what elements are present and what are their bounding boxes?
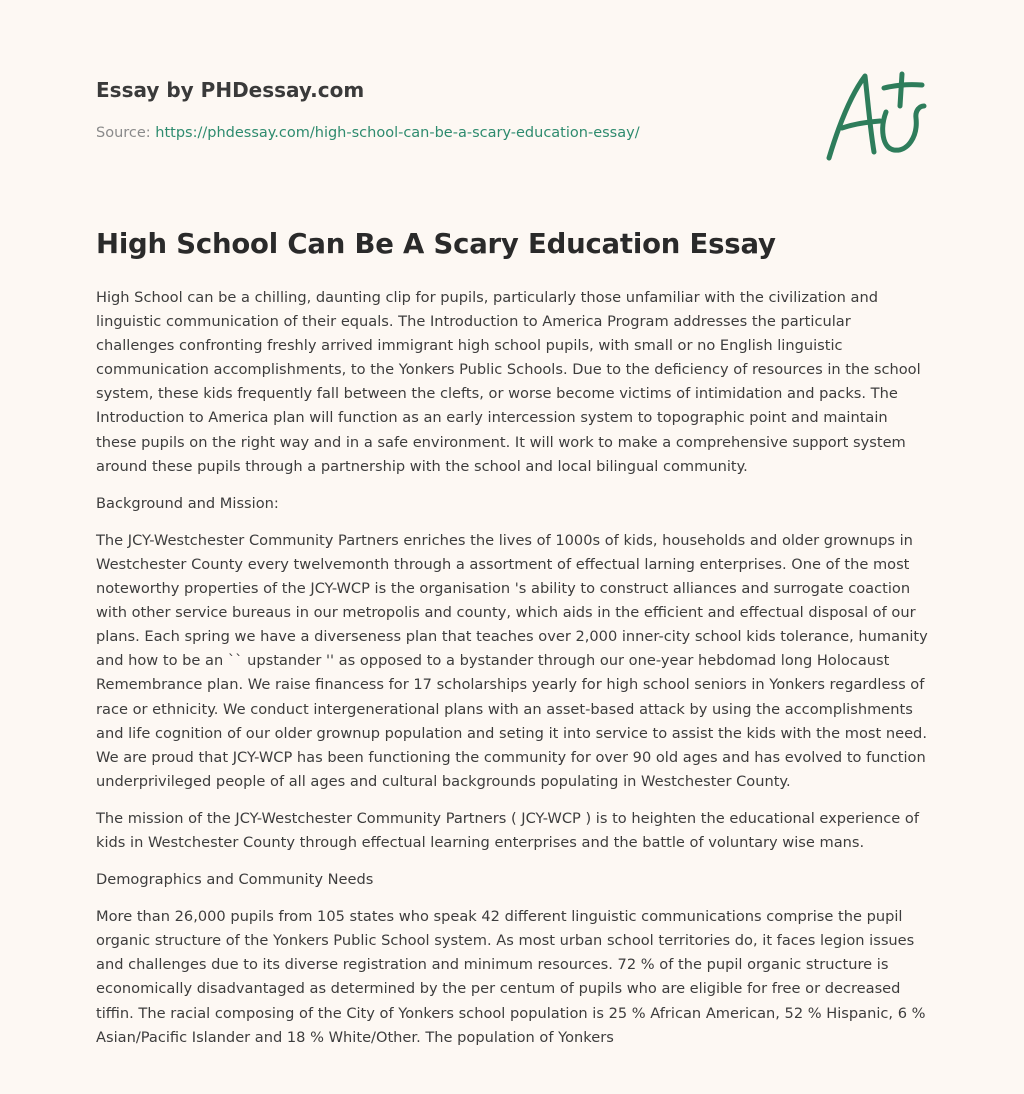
essay-header [96,78,796,142]
section-heading-demographics: Demographics and Community Needs [96,871,374,889]
a-plus-grade-icon [820,66,930,166]
paragraph-demographics: More than 26,000 pupils from 105 states who speak 42 different linguistic communications comprise the pupil organic structure of the Yonkers Public School system. As most urban school territories do, it faces legion issues and challenges due to its diverse registration and minimum resources. 72 % of the pupil organic structure is economically disadvantaged as determined by the per centum of pupils who are eligible for free or decreased tiffin. The racial composing of the City of Yonkers school population is 25 % African American, 52 % Hispanic, 6 % Asian/Pacific Islander and 18 % White/Other. The population of Yonkers [96,908,926,1046]
source-line [96,124,796,142]
source-label: Source: [96,125,156,141]
essay-title: High School Can Be A Scary Education Essay [96,228,776,260]
paragraph-background: The JCY-Westchester Community Partners enriches the lives of 1000s of kids, households and older grownups in Westchester County every twelvemonth through a assortment of effectual larning enterprises. One of the most noteworthy properties of the JCY-WCP is the organisation 's ability to construct alliances and surrogate coaction with other service bureaus in our metropolis and county, which aids in the efficient and effectual disposal of our plans. Each spring we have a diverseness plan that teaches over 2,000 inner-city school kids tolerance, humanity and how to be an `` upstander '' as opposed to a bystander through our one-year hebdomad long Holocaust Remembrance plan. We raise financess for 17 scholarships yearly for high school seniors in Yonkers regardless of race or ethnicity. We conduct intergenerational plans with an asset-based attack by using the accomplishments and life cognition of our older grownup population and seting it into service to assist the kids with the most need. We are proud that JCY-WCP has been functioning the community for over 90 old ages and has evolved to function underprivileged people of all ages and cultural backgrounds populating in Westchester County. [96,531,928,790]
paragraph-mission: The mission of the JCY-Westchester Community Partners ( JCY-WCP ) is to heighten the educational experience of kids in Westchester County through effectual learning enterprises and the battle of voluntary wise mans. [96,809,919,851]
paragraph-intro: High School can be a chilling, daunting clip for pupils, particularly those unfamiliar with the civilization and linguistic communication of their equals. The Introduction to America Program addresses the particular challenges confronting freshly arrived immigrant high school pupils, with small or no English linguistic communication accomplishments, to the Yonkers Public Schools. Due to the deficiency of resources in the school system, these kids frequently fall between the clefts, or worse become victims of intimidation and packs. The Introduction to America plan will function as an early intercession system to topographic point and maintain these pupils on the right way and in a safe environment. It will work to make a comprehensive support system around these pupils through a partnership with the school and local bilingual community. [96,289,921,475]
source-link[interactable]: https://phdessay.com/high-school-can-be-a-scary-education-essay/ [155,125,640,141]
section-heading-background: Background and Mission: [96,494,279,512]
essay-body [96,286,932,1063]
site-title: Essay by PHDessay.com [96,78,365,102]
